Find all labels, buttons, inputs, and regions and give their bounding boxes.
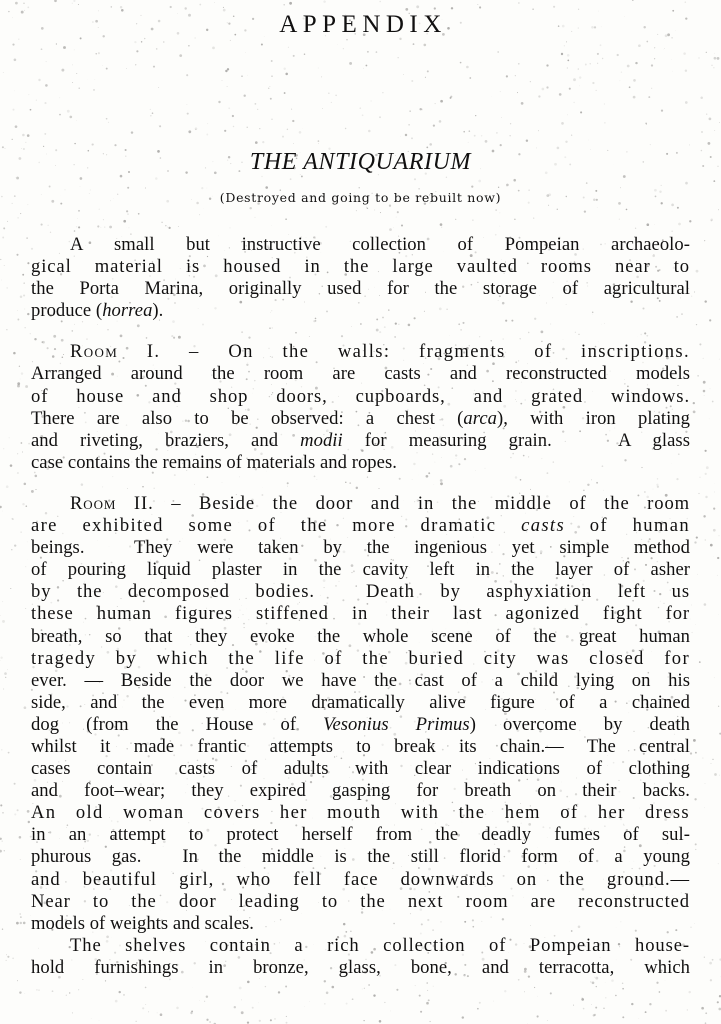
room-number-1: I. xyxy=(146,341,161,363)
text-line: produce (horrea). xyxy=(31,300,164,322)
text-line: An old woman covers her mouth with the hem of her dress xyxy=(31,802,690,824)
text-line: these human figures stiffened in their last agonized fight for xyxy=(31,603,690,625)
text-line: models of weights and scales. xyxy=(31,912,254,934)
paragraph-room-2 xyxy=(31,493,690,935)
paragraph-intro xyxy=(31,234,690,322)
room-number-2: II. xyxy=(133,492,154,514)
text-line: A small but instructive collection of Pompeian archaeolo- xyxy=(70,234,690,255)
text-line: in an attempt to protect herself from the deadly fumes of sul- xyxy=(31,824,690,846)
text-line: of house and shop doors, cupboards, and grated windows. xyxy=(31,385,690,407)
text-line: whilst it made frantic attempts to break its chain.— The central xyxy=(31,735,690,757)
text-line: case contains the remains of materials and ropes. xyxy=(31,451,397,473)
text-line: and foot–wear; they expired gasping for breath on their backs. xyxy=(31,780,690,802)
text-line: breath, so that they evoke the whole scene of the great human xyxy=(31,625,690,647)
latin-term-modii: modii xyxy=(300,429,343,451)
text-line: ever. — Beside the door we have the cast of a child lying on his xyxy=(31,669,690,691)
paragraph-shelves xyxy=(31,935,690,979)
room-label-1: Room xyxy=(70,341,119,363)
room-label-2: Room xyxy=(70,492,117,514)
text-line: are exhibited some of the more dramatic casts of human xyxy=(31,515,690,537)
text-line: Room II. – Beside the door and in the middle of the room xyxy=(70,492,691,514)
text-line: hold furnishings in bronze, glass, bone, and terracotta, which xyxy=(31,956,690,978)
text-line: and beautiful girl, who fell face downwards on the ground.— xyxy=(31,868,690,890)
text-line: and riveting, braziers, and modii for measuring grain. A glass xyxy=(31,429,690,451)
italic-term-casts: casts xyxy=(521,515,566,537)
section-title: THE ANTIQUARIUM xyxy=(249,149,472,175)
text-line: tragedy by which the life of the buried city was closed for xyxy=(31,647,690,669)
text-line: gical material is housed in the large vaulted rooms near to xyxy=(31,256,690,278)
text-line: There are also to be observed: a chest (arca), with iron plating xyxy=(31,407,690,429)
paragraph-room-1 xyxy=(31,341,690,474)
latin-term-arca: arca xyxy=(463,407,497,429)
italic-term-vesonius-primus: Vesonius Primus xyxy=(323,713,470,735)
section-subtitle: (Destroyed and going to be rebuilt now) xyxy=(219,190,502,205)
text-line: Near to the door leading to the next room are reconstructed xyxy=(31,890,690,912)
text-line: phurous gas. In the middle is the still florid form of a young xyxy=(31,846,690,868)
text-line: the Porta Marina, originally used for the storage of agricultural xyxy=(31,278,690,300)
text-line: cases contain casts of adults with clear indications of clothing xyxy=(31,758,690,780)
body-text xyxy=(31,206,690,979)
text-line: The shelves contain a rich collection of Pompeian house- xyxy=(70,934,690,956)
en-dash: – xyxy=(189,341,200,363)
latin-term-horrea: horrea xyxy=(102,300,153,322)
text-line: side, and the even more dramatically alive figure of a chained xyxy=(31,691,690,713)
text-line: dog (from the House of Vesonius Primus) overcome by death xyxy=(31,713,691,735)
text-line: Arranged around the room are casts and reconstructed models xyxy=(31,363,690,385)
text-line: of pouring liquid plaster in the cavity left in the layer of asher xyxy=(31,559,690,581)
en-dash: – xyxy=(171,492,182,514)
text-line: beings. They were taken by the ingenious yet simple method xyxy=(31,537,690,559)
text-line: Room I. – On the walls: fragments of inscriptions. xyxy=(70,341,691,363)
page-title: APPENDIX xyxy=(279,11,447,38)
text-line: by the decomposed bodies. Death by asphyxiation left us xyxy=(31,581,690,603)
